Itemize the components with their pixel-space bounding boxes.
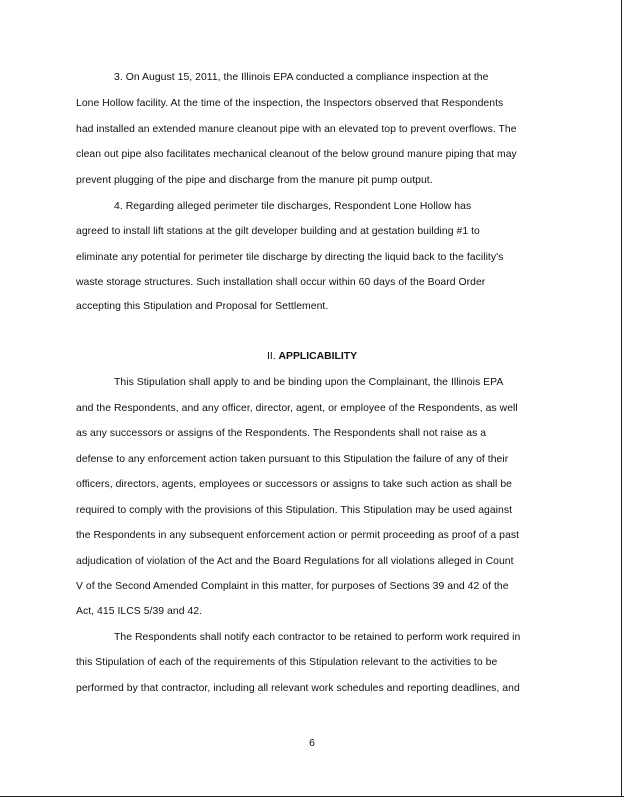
paragraph-4-line-4: waste storage structures. Such installation shall occur within 60 days of the Board Order (76, 277, 486, 288)
paragraph-4-line-1: 4. Regarding alleged perimeter tile discharges, Respondent Lone Hollow has (114, 201, 472, 212)
paragraph-3-line-5: prevent plugging of the pipe and discharge from the manure pit pump output. (76, 175, 433, 186)
page-number: 6 (309, 738, 315, 749)
applicability-line-7: the Respondents in any subsequent enforcement action or permit proceeding as proof of a past (76, 530, 520, 541)
paragraph-3-line-1: 3. On August 15, 2011, the Illinois EPA conducted a compliance inspection at the (114, 72, 489, 83)
applicability-line-9: V of the Second Amended Complaint in this matter, for purposes of Sections 39 and 42 of the (76, 581, 509, 592)
notification-line-3: performed by that contractor, including all relevant work schedules and reporting deadlines, and (76, 683, 520, 694)
applicability-line-10: Act, 415 ILCS 5/39 and 42. (76, 606, 203, 617)
scan-edge-bottom (0, 796, 624, 797)
paragraph-3-line-4: clean out pipe also facilitates mechanical cleanout of the below ground manure piping that may (76, 149, 517, 160)
applicability-line-4: defense to any enforcement action taken pursuant to this Stipulation the failure of any of their (76, 454, 509, 465)
paragraph-3-line-3: had installed an extended manure cleanout pipe with an elevated top to prevent overflows. The (76, 124, 517, 135)
applicability-line-8: adjudication of violation of the Act and the Board Regulations for all violations alleged in Count (76, 556, 514, 567)
applicability-line-1: This Stipulation shall apply to and be binding upon the Complainant, the Illinois EPA (114, 377, 504, 388)
paragraph-4-line-3: eliminate any potential for perimeter tile discharge by directing the liquid back to the facility's (76, 252, 504, 263)
notification-line-1: The Respondents shall notify each contractor to be retained to perform work required in (114, 632, 521, 643)
scan-edge-right (621, 0, 622, 796)
section-number: II. (266, 351, 276, 362)
applicability-line-3: as any successors or assigns of the Respondents. The Respondents shall not raise as a (76, 428, 487, 439)
applicability-line-2: and the Respondents, and any officer, director, agent, or employee of the Respondents, as well (76, 403, 518, 414)
paragraph-3-line-2: Lone Hollow facility. At the time of the inspection, the Inspectors observed that Respondents (76, 98, 504, 109)
notification-line-2: this Stipulation of each of the requirements of this Stipulation relevant to the activities to be (76, 657, 498, 668)
section-heading (0, 350, 624, 364)
paragraph-4-line-5: accepting this Stipulation and Proposal for Settlement. (76, 301, 329, 312)
paragraph-4-line-2: agreed to install lift stations at the gilt developer building and at gestation building #1 to (76, 226, 480, 237)
section-title: APPLICABILITY (278, 351, 358, 362)
applicability-line-5: officers, directors, agents, employees or successors or assigns to take such action as shall be (76, 479, 512, 490)
applicability-line-6: required to comply with the provisions of this Stipulation. This Stipulation may be used against (76, 505, 513, 516)
